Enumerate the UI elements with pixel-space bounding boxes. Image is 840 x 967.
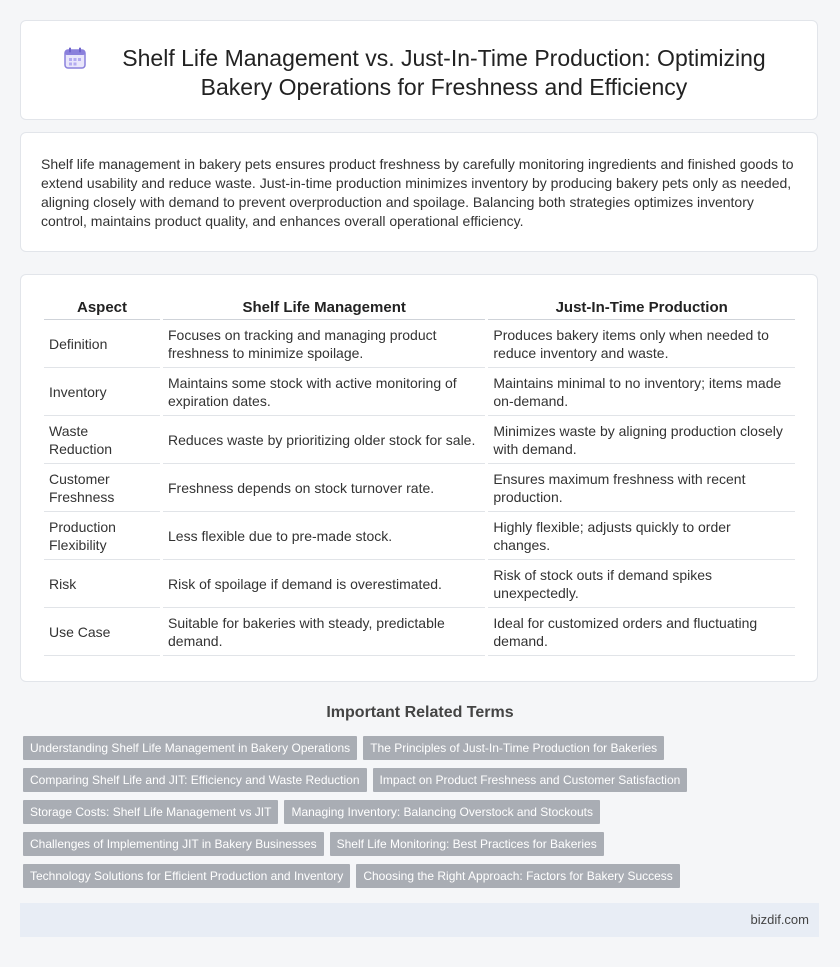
- tag-row: [23, 800, 723, 832]
- related-term-tag[interactable]: Storage Costs: Shelf Life Management vs JIT: [23, 800, 278, 824]
- comparison-table: [41, 296, 798, 656]
- header-shelf-life: Shelf Life Management: [163, 296, 485, 320]
- table-row: [44, 416, 795, 464]
- page-title: Shelf Life Management vs. Just-In-Time Production: Optimizing Bakery Operations for Freshness and Efficiency: [122, 45, 766, 100]
- table-row: [44, 512, 795, 560]
- table-row: [44, 320, 795, 368]
- title-card: [20, 20, 818, 120]
- tag-row: [23, 864, 723, 896]
- row-jit: Produces bakery items only when needed to reduce inventory and waste.: [488, 320, 795, 368]
- intro-card: [20, 132, 818, 252]
- row-shelf-life: Freshness depends on stock turnover rate.: [163, 464, 485, 512]
- row-shelf-life: Risk of spoilage if demand is overestimated.: [163, 560, 485, 608]
- site-name[interactable]: bizdif.com: [750, 912, 809, 927]
- row-aspect: Definition: [44, 320, 160, 368]
- row-aspect: Customer Freshness: [44, 464, 160, 512]
- row-shelf-life: Reduces waste by prioritizing older stock for sale.: [163, 416, 485, 464]
- row-aspect: Production Flexibility: [44, 512, 160, 560]
- related-term-tag[interactable]: Choosing the Right Approach: Factors for Bakery Success: [356, 864, 680, 888]
- row-jit: Minimizes waste by aligning production closely with demand.: [488, 416, 795, 464]
- row-jit: Maintains minimal to no inventory; items made on-demand.: [488, 368, 795, 416]
- related-term-tag[interactable]: Impact on Product Freshness and Customer Satisfaction: [373, 768, 688, 792]
- tag-row: [23, 768, 723, 800]
- table-row: [44, 560, 795, 608]
- table-header-row: [44, 296, 795, 320]
- related-terms-heading: Important Related Terms: [326, 704, 514, 721]
- related-term-tag[interactable]: Technology Solutions for Efficient Production and Inventory: [23, 864, 350, 888]
- tag-row: [23, 832, 723, 864]
- footer: [20, 903, 819, 937]
- related-term-tag[interactable]: Understanding Shelf Life Management in Bakery Operations: [23, 736, 357, 760]
- row-shelf-life: Less flexible due to pre-made stock.: [163, 512, 485, 560]
- header-jit: Just-In-Time Production: [488, 296, 795, 320]
- row-aspect: Waste Reduction: [44, 416, 160, 464]
- row-jit: Risk of stock outs if demand spikes unexpectedly.: [488, 560, 795, 608]
- comparison-card: [20, 274, 818, 682]
- row-shelf-life: Maintains some stock with active monitoring of expiration dates.: [163, 368, 485, 416]
- table-row: [44, 368, 795, 416]
- related-term-tag[interactable]: Comparing Shelf Life and JIT: Efficiency and Waste Reduction: [23, 768, 367, 792]
- table-row: [44, 608, 795, 656]
- row-shelf-life: Suitable for bakeries with steady, predictable demand.: [163, 608, 485, 656]
- row-jit: Ensures maximum freshness with recent production.: [488, 464, 795, 512]
- row-jit: Highly flexible; adjusts quickly to order changes.: [488, 512, 795, 560]
- intro-paragraph: Shelf life management in bakery pets ensures product freshness by carefully monitoring ingredients and finished goods to extend usability and reduce waste. Just-in-time production minimizes inventory by producing bakery pets only as needed, aligning closely with demand to prevent overproduction and spoilage. Balancing both strategies optimizes inventory control, maintains product quality, and enhances overall operational efficiency.: [41, 156, 794, 229]
- row-jit: Ideal for customized orders and fluctuating demand.: [488, 608, 795, 656]
- row-aspect: Risk: [44, 560, 160, 608]
- related-term-tag[interactable]: Challenges of Implementing JIT in Bakery Businesses: [23, 832, 324, 856]
- header-aspect: Aspect: [44, 296, 160, 320]
- row-aspect: Inventory: [44, 368, 160, 416]
- row-shelf-life: Focuses on tracking and managing product freshness to minimize spoilage.: [163, 320, 485, 368]
- related-term-tag[interactable]: The Principles of Just-In-Time Production for Bakeries: [363, 736, 664, 760]
- related-term-tag[interactable]: Managing Inventory: Balancing Overstock and Stockouts: [284, 800, 600, 824]
- table-row: [44, 464, 795, 512]
- tag-row: [23, 736, 723, 768]
- related-term-tag[interactable]: Shelf Life Monitoring: Best Practices for Bakeries: [330, 832, 604, 856]
- related-terms-list: [23, 736, 723, 896]
- row-aspect: Use Case: [44, 608, 160, 656]
